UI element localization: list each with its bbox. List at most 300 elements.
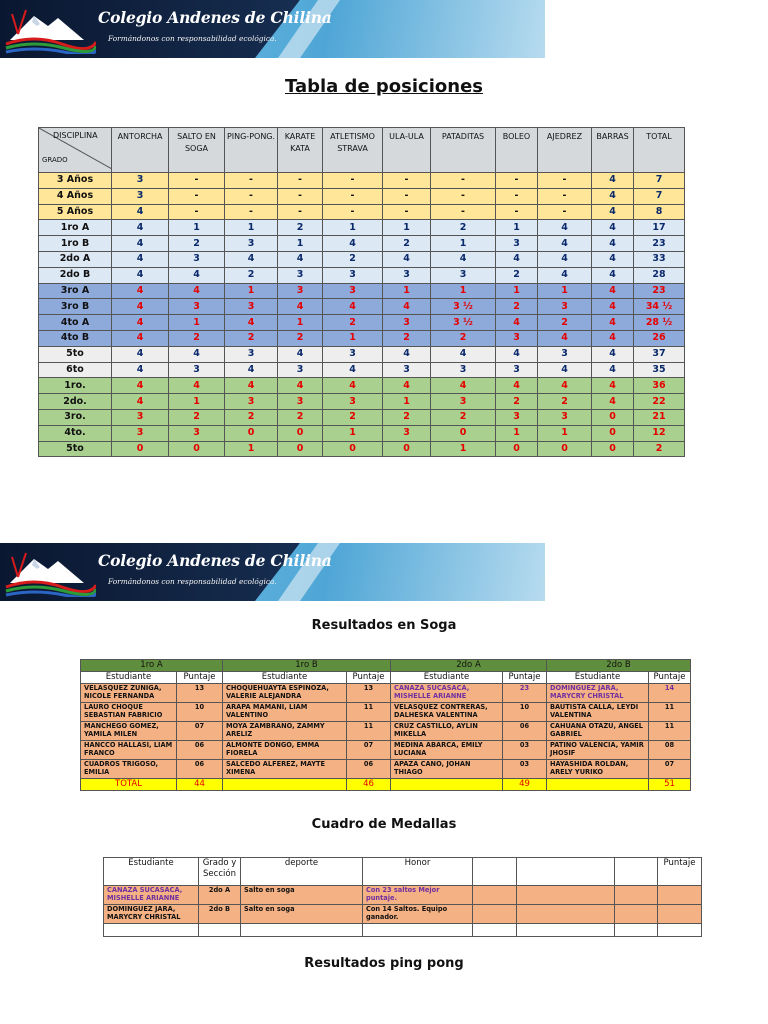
score-cell: 0 bbox=[538, 441, 592, 457]
medals-header-row bbox=[104, 858, 702, 886]
score-cell: - bbox=[225, 204, 278, 220]
total-spacer bbox=[391, 779, 503, 791]
score-cell: 4 bbox=[538, 251, 592, 267]
score-cell: 0 bbox=[112, 441, 169, 457]
score-cell: 3 bbox=[496, 330, 538, 346]
col-header: Honor bbox=[363, 858, 473, 886]
soga-student: HANCCO HALLASI, LIAM FRANCO bbox=[81, 741, 177, 760]
standings-header-row bbox=[39, 128, 685, 173]
page-title: Tabla de posiciones bbox=[284, 76, 483, 97]
score-cell: 3 bbox=[383, 425, 431, 441]
score-cell: - bbox=[383, 173, 431, 189]
score-cell: 1 bbox=[169, 394, 225, 410]
soga-student: APAZA CANO, JOHAN THIAGO bbox=[391, 760, 503, 779]
medal-student: CANAZA SUCASACA, MISHELLE ARIANNE bbox=[104, 886, 199, 905]
score-cell: 4 bbox=[112, 394, 169, 410]
medal-student: DOMINGUEZ JARA, MARYCRY CHRISTAL bbox=[104, 905, 199, 924]
score-cell: 3 bbox=[323, 283, 383, 299]
total-value: 44 bbox=[177, 779, 223, 791]
score-cell: 3 bbox=[431, 362, 496, 378]
score-cell: 4 bbox=[169, 267, 225, 283]
standings-row bbox=[39, 425, 685, 441]
score-header: Puntaje bbox=[347, 672, 391, 684]
score-cell: 4 bbox=[278, 251, 323, 267]
score-cell: - bbox=[383, 204, 431, 220]
corner-bottom-label: GRADO bbox=[42, 156, 68, 164]
score-cell: 0 bbox=[431, 425, 496, 441]
score-cell: - bbox=[496, 188, 538, 204]
soga-student: ARAPA MAMANI, LIAM VALENTINO bbox=[223, 703, 347, 722]
soga-score: 14 bbox=[649, 684, 691, 703]
score-cell: 4 bbox=[169, 378, 225, 394]
col-header bbox=[517, 858, 615, 886]
score-cell: 0 bbox=[278, 425, 323, 441]
score-cell: 4 bbox=[112, 378, 169, 394]
soga-student: MANCHEGO GOMEZ, YAMILA MILEN bbox=[81, 722, 177, 741]
score-cell: - bbox=[538, 204, 592, 220]
grade-cell: 1ro B bbox=[39, 236, 112, 252]
score-cell: 4 bbox=[225, 378, 278, 394]
score-cell: - bbox=[225, 188, 278, 204]
soga-score: 06 bbox=[177, 741, 223, 760]
soga-score: 06 bbox=[177, 760, 223, 779]
score-cell: 4 bbox=[278, 346, 323, 362]
score-cell: 4 bbox=[496, 315, 538, 331]
grade-cell: 3ro. bbox=[39, 409, 112, 425]
score-cell: 33 bbox=[634, 251, 685, 267]
school-motto: Formándonos con responsabilidad ecológica. bbox=[108, 577, 277, 586]
student-header: Estudiante bbox=[391, 672, 503, 684]
score-cell: 1 bbox=[323, 425, 383, 441]
medal-empty-row bbox=[104, 924, 702, 937]
soga-subheader-row bbox=[81, 672, 691, 684]
grade-cell: 6to bbox=[39, 362, 112, 378]
score-cell: 1 bbox=[496, 425, 538, 441]
score-cell: 3 bbox=[225, 394, 278, 410]
score-cell: 4 bbox=[112, 251, 169, 267]
score-cell: 3 bbox=[323, 267, 383, 283]
score-cell: 4 bbox=[496, 346, 538, 362]
col-header: SALTO EN SOGA bbox=[169, 128, 225, 173]
score-cell: - bbox=[323, 204, 383, 220]
score-cell: 3 bbox=[169, 251, 225, 267]
score-cell: 0 bbox=[225, 425, 278, 441]
total-value: 46 bbox=[347, 779, 391, 791]
score-cell: 2 bbox=[538, 315, 592, 331]
soga-row bbox=[81, 741, 691, 760]
score-cell: 4 bbox=[112, 283, 169, 299]
soga-score: 07 bbox=[649, 760, 691, 779]
score-cell: 4 bbox=[169, 346, 225, 362]
corner-top-label: DISCIPLINA bbox=[53, 131, 98, 140]
medal-empty bbox=[615, 905, 658, 924]
medal-sport: Salto en soga bbox=[241, 905, 363, 924]
score-cell: 1 bbox=[431, 441, 496, 457]
score-cell: 0 bbox=[592, 409, 634, 425]
score-cell: 3 bbox=[383, 362, 431, 378]
soga-score: 23 bbox=[503, 684, 547, 703]
medal-score bbox=[658, 886, 702, 905]
score-cell: 3 bbox=[112, 409, 169, 425]
soga-total-row bbox=[81, 779, 691, 791]
score-cell: 4 bbox=[383, 251, 431, 267]
score-cell: 4 bbox=[112, 315, 169, 331]
score-cell: 34 ½ bbox=[634, 299, 685, 315]
soga-student: LAURO CHOQUE SEBASTIAN FABRICIO bbox=[81, 703, 177, 722]
score-cell: 2 bbox=[278, 409, 323, 425]
score-cell: 4 bbox=[592, 236, 634, 252]
score-cell: 2 bbox=[169, 409, 225, 425]
soga-score: 03 bbox=[503, 741, 547, 760]
score-cell: 1 bbox=[225, 220, 278, 236]
soga-row bbox=[81, 722, 691, 741]
standings-row bbox=[39, 441, 685, 457]
grade-cell: 4to A bbox=[39, 315, 112, 331]
soga-score: 06 bbox=[347, 760, 391, 779]
soga-student: CRUZ CASTILLO, AYLIN MIKELLA bbox=[391, 722, 503, 741]
soga-group-row bbox=[81, 660, 691, 672]
score-cell: 4 bbox=[592, 362, 634, 378]
student-header: Estudiante bbox=[81, 672, 177, 684]
score-cell: 1 bbox=[225, 441, 278, 457]
score-cell: 2 bbox=[431, 409, 496, 425]
soga-row bbox=[81, 684, 691, 703]
score-cell: 4 bbox=[592, 220, 634, 236]
medal-honor: Con 14 Saltos. Equipo ganador. bbox=[363, 905, 473, 924]
medal-sport: Salto en soga bbox=[241, 886, 363, 905]
score-cell: 2 bbox=[323, 315, 383, 331]
col-header: BARRAS bbox=[592, 128, 634, 173]
score-cell: 2 bbox=[323, 409, 383, 425]
score-cell: 1 bbox=[496, 220, 538, 236]
score-cell: 3 bbox=[496, 236, 538, 252]
score-cell: 4 bbox=[112, 346, 169, 362]
soga-score: 11 bbox=[649, 703, 691, 722]
score-cell: 4 bbox=[383, 378, 431, 394]
score-cell: 3 bbox=[112, 425, 169, 441]
standings-row bbox=[39, 378, 685, 394]
school-banner-2 bbox=[0, 543, 545, 601]
score-cell: 22 bbox=[634, 394, 685, 410]
score-cell: 3 bbox=[278, 362, 323, 378]
score-cell: 1 bbox=[496, 283, 538, 299]
score-cell: 4 bbox=[538, 378, 592, 394]
score-cell: 4 bbox=[323, 236, 383, 252]
grade-cell: 2do A bbox=[39, 251, 112, 267]
school-name: Colegio Andenes de Chilina bbox=[98, 551, 332, 570]
soga-row bbox=[81, 703, 691, 722]
score-cell: - bbox=[169, 173, 225, 189]
score-cell: - bbox=[323, 173, 383, 189]
score-cell: - bbox=[496, 173, 538, 189]
score-cell: 1 bbox=[278, 236, 323, 252]
score-cell: 2 bbox=[169, 330, 225, 346]
score-cell: 3 bbox=[112, 188, 169, 204]
medal-empty bbox=[517, 905, 615, 924]
medal-empty bbox=[517, 886, 615, 905]
col-header: PING-PONG. bbox=[225, 128, 278, 173]
medal-empty bbox=[473, 905, 517, 924]
score-cell: 3 bbox=[278, 394, 323, 410]
standings-row bbox=[39, 299, 685, 315]
score-cell: 4 bbox=[592, 251, 634, 267]
score-cell: 2 bbox=[431, 220, 496, 236]
score-header: Puntaje bbox=[177, 672, 223, 684]
score-cell: 4 bbox=[592, 188, 634, 204]
score-cell: - bbox=[225, 173, 278, 189]
standings-row bbox=[39, 330, 685, 346]
score-cell: 3 bbox=[323, 394, 383, 410]
score-cell: - bbox=[496, 204, 538, 220]
score-cell: 35 bbox=[634, 362, 685, 378]
medal-empty bbox=[473, 886, 517, 905]
score-cell: 2 bbox=[225, 330, 278, 346]
standings-row bbox=[39, 204, 685, 220]
score-cell: 3 bbox=[496, 362, 538, 378]
score-cell: 2 bbox=[634, 441, 685, 457]
soga-score: 03 bbox=[503, 760, 547, 779]
score-cell: 4 bbox=[592, 283, 634, 299]
standings-row bbox=[39, 346, 685, 362]
score-cell: 4 bbox=[592, 330, 634, 346]
group-header: 1ro A bbox=[81, 660, 223, 672]
score-cell: 12 bbox=[634, 425, 685, 441]
score-cell: 3 bbox=[169, 425, 225, 441]
score-cell: 4 bbox=[169, 283, 225, 299]
score-cell: 3 bbox=[112, 173, 169, 189]
score-cell: 4 bbox=[112, 220, 169, 236]
score-cell: 3 bbox=[431, 394, 496, 410]
medals-title: Cuadro de Medallas bbox=[311, 817, 457, 832]
soga-score: 10 bbox=[177, 703, 223, 722]
soga-score: 06 bbox=[503, 722, 547, 741]
score-cell: 4 bbox=[383, 346, 431, 362]
corner-header bbox=[39, 128, 112, 173]
soga-student: ALMONTE DONGO, EMMA FIORELA bbox=[223, 741, 347, 760]
score-cell: - bbox=[169, 204, 225, 220]
soga-score: 07 bbox=[177, 722, 223, 741]
soga-student: SALCEDO ALFEREZ, MAYTE XIMENA bbox=[223, 760, 347, 779]
school-name: Colegio Andenes de Chilina bbox=[98, 8, 332, 27]
standings-row bbox=[39, 236, 685, 252]
score-cell: 4 bbox=[496, 251, 538, 267]
score-cell: 4 bbox=[538, 362, 592, 378]
score-cell: 4 bbox=[112, 267, 169, 283]
score-cell: 4 bbox=[592, 394, 634, 410]
score-cell: 4 bbox=[592, 173, 634, 189]
score-cell: 3 bbox=[538, 346, 592, 362]
score-cell: 1 bbox=[323, 330, 383, 346]
score-cell: 1 bbox=[431, 283, 496, 299]
score-cell: 36 bbox=[634, 378, 685, 394]
score-cell: 3 bbox=[169, 299, 225, 315]
medal-row bbox=[104, 886, 702, 905]
score-cell: 4 bbox=[538, 236, 592, 252]
score-cell: 37 bbox=[634, 346, 685, 362]
score-cell: 4 bbox=[538, 220, 592, 236]
score-cell: 0 bbox=[592, 441, 634, 457]
medal-empty bbox=[615, 886, 658, 905]
score-cell: 3 bbox=[225, 236, 278, 252]
col-header: KARATE KATA bbox=[278, 128, 323, 173]
total-value: 51 bbox=[649, 779, 691, 791]
standings-body bbox=[39, 173, 685, 457]
score-cell: 0 bbox=[278, 441, 323, 457]
score-cell: 2 bbox=[496, 299, 538, 315]
score-cell: 2 bbox=[278, 330, 323, 346]
soga-student: BAUTISTA CALLA, LEYDI VALENTINA bbox=[547, 703, 649, 722]
score-cell: - bbox=[538, 188, 592, 204]
col-header: Estudiante bbox=[104, 858, 199, 886]
grade-cell: 3 Años bbox=[39, 173, 112, 189]
soga-student: PATIÑO VALENCIA, YAMIR JHOSIF bbox=[547, 741, 649, 760]
soga-student: CANAZA SUCASACA, MISHELLE ARIANNE bbox=[391, 684, 503, 703]
standings-table bbox=[38, 127, 685, 457]
grade-cell: 5 Años bbox=[39, 204, 112, 220]
grade-cell: 3ro A bbox=[39, 283, 112, 299]
score-cell: 28 ½ bbox=[634, 315, 685, 331]
standings-row bbox=[39, 251, 685, 267]
score-cell: 3 bbox=[323, 346, 383, 362]
total-value: 49 bbox=[503, 779, 547, 791]
grade-cell: 1ro A bbox=[39, 220, 112, 236]
score-cell: - bbox=[431, 173, 496, 189]
score-cell: 3 bbox=[225, 299, 278, 315]
grade-cell: 1ro. bbox=[39, 378, 112, 394]
col-header: PATADITAS bbox=[431, 128, 496, 173]
score-cell: 3 bbox=[278, 267, 323, 283]
score-cell: 2 bbox=[538, 394, 592, 410]
soga-score: 10 bbox=[503, 703, 547, 722]
soga-body bbox=[81, 684, 691, 779]
col-header: ULA-ULA bbox=[383, 128, 431, 173]
score-cell: 0 bbox=[169, 441, 225, 457]
grade-cell: 2do. bbox=[39, 394, 112, 410]
score-cell: 4 bbox=[225, 315, 278, 331]
standings-row bbox=[39, 394, 685, 410]
score-cell: - bbox=[383, 188, 431, 204]
score-cell: - bbox=[538, 173, 592, 189]
school-logo-icon bbox=[4, 547, 96, 597]
soga-student: CUADROS TRIGOSO, EMILIA bbox=[81, 760, 177, 779]
score-cell: 3 bbox=[431, 267, 496, 283]
score-cell: 3 bbox=[383, 315, 431, 331]
score-cell: 3 ½ bbox=[431, 315, 496, 331]
standings-row bbox=[39, 267, 685, 283]
score-cell: 1 bbox=[431, 236, 496, 252]
standings-row bbox=[39, 173, 685, 189]
score-cell: 1 bbox=[278, 315, 323, 331]
score-cell: 17 bbox=[634, 220, 685, 236]
score-cell: - bbox=[278, 204, 323, 220]
soga-row bbox=[81, 760, 691, 779]
score-cell: 4 bbox=[323, 378, 383, 394]
score-cell: 4 bbox=[112, 299, 169, 315]
score-cell: 21 bbox=[634, 409, 685, 425]
score-cell: 4 bbox=[592, 378, 634, 394]
score-cell: 3 bbox=[538, 299, 592, 315]
student-header: Estudiante bbox=[223, 672, 347, 684]
score-cell: 8 bbox=[634, 204, 685, 220]
grade-cell: 4to. bbox=[39, 425, 112, 441]
score-cell: 2 bbox=[278, 220, 323, 236]
medal-row bbox=[104, 905, 702, 924]
score-cell: 4 bbox=[112, 330, 169, 346]
soga-student: CHOQUEHUAYTA ESPINOZA, VALERIE ALEJANDRA bbox=[223, 684, 347, 703]
col-header: Grado y Sección bbox=[199, 858, 241, 886]
score-cell: 1 bbox=[538, 425, 592, 441]
score-cell: 4 bbox=[323, 362, 383, 378]
soga-score: 07 bbox=[347, 741, 391, 760]
score-cell: 2 bbox=[225, 409, 278, 425]
score-cell: 4 bbox=[592, 315, 634, 331]
score-cell: 2 bbox=[383, 409, 431, 425]
score-cell: - bbox=[278, 188, 323, 204]
score-cell: 4 bbox=[383, 299, 431, 315]
score-cell: 4 bbox=[112, 236, 169, 252]
soga-table bbox=[80, 659, 691, 791]
score-cell: 2 bbox=[431, 330, 496, 346]
total-spacer bbox=[223, 779, 347, 791]
score-cell: 1 bbox=[383, 394, 431, 410]
score-cell: 1 bbox=[383, 283, 431, 299]
score-header: Puntaje bbox=[503, 672, 547, 684]
score-cell: 4 bbox=[496, 378, 538, 394]
score-cell: 3 bbox=[538, 409, 592, 425]
grade-cell: 3ro B bbox=[39, 299, 112, 315]
score-cell: 28 bbox=[634, 267, 685, 283]
medal-grade: 2do A bbox=[199, 886, 241, 905]
medal-score bbox=[658, 905, 702, 924]
score-cell: - bbox=[278, 173, 323, 189]
soga-student: VELASQUEZ CONTRERAS, DALHESKA VALENTINA bbox=[391, 703, 503, 722]
score-cell: 4 bbox=[592, 204, 634, 220]
score-cell: 4 bbox=[592, 346, 634, 362]
score-cell: 26 bbox=[634, 330, 685, 346]
standings-row bbox=[39, 409, 685, 425]
group-header: 2do A bbox=[391, 660, 547, 672]
score-cell: 0 bbox=[592, 425, 634, 441]
soga-score: 11 bbox=[649, 722, 691, 741]
standings-row bbox=[39, 283, 685, 299]
score-cell: 4 bbox=[538, 330, 592, 346]
grade-cell: 4to B bbox=[39, 330, 112, 346]
medals-table bbox=[103, 857, 702, 937]
score-cell: 4 bbox=[112, 362, 169, 378]
score-cell: 3 ½ bbox=[431, 299, 496, 315]
score-cell: 2 bbox=[323, 251, 383, 267]
soga-title: Resultados en Soga bbox=[311, 618, 457, 633]
score-cell: - bbox=[431, 204, 496, 220]
score-cell: 2 bbox=[225, 267, 278, 283]
group-header: 2do B bbox=[547, 660, 691, 672]
score-cell: 23 bbox=[634, 236, 685, 252]
group-header: 1ro B bbox=[223, 660, 391, 672]
score-cell: 2 bbox=[496, 394, 538, 410]
col-header bbox=[473, 858, 517, 886]
col-header: deporte bbox=[241, 858, 363, 886]
score-cell: 1 bbox=[169, 315, 225, 331]
score-cell: 1 bbox=[538, 283, 592, 299]
medal-honor: Con 23 saltos Mejor puntaje. bbox=[363, 886, 473, 905]
score-cell: 1 bbox=[169, 220, 225, 236]
school-logo-icon bbox=[4, 4, 96, 54]
score-cell: 23 bbox=[634, 283, 685, 299]
student-header: Estudiante bbox=[547, 672, 649, 684]
soga-score: 08 bbox=[649, 741, 691, 760]
soga-student: MOYA ZAMBRANO, ZAMMY ARELIZ bbox=[223, 722, 347, 741]
col-header: Puntaje bbox=[658, 858, 702, 886]
